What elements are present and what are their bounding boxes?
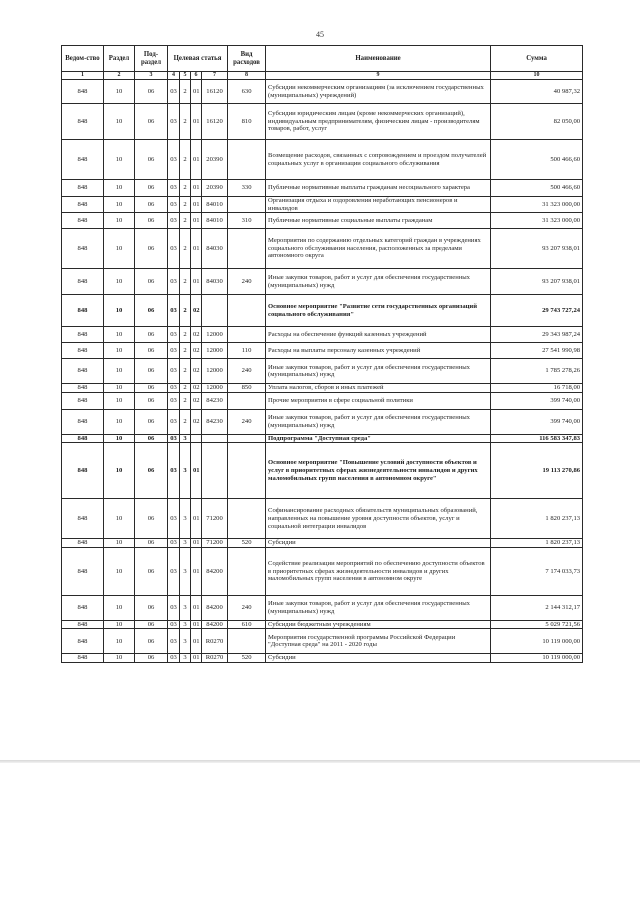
- cell-summa: 500 466,60: [491, 180, 583, 197]
- cell-vid-raskhodov: 520: [228, 539, 266, 548]
- cell-vedomstvo: 848: [62, 327, 104, 343]
- cell-naimenovanie: Субсидии: [266, 654, 491, 663]
- table-row: [62, 140, 583, 180]
- cell-target-3: 01: [191, 269, 202, 295]
- cell-naimenovanie: Содействие реализации мероприятий по обеспечению доступности объектов в приоритетных сферах жизнедеятельности инвалидов и других маломобильных групп населения в автономном округе: [266, 547, 491, 595]
- cell-target-1: 03: [168, 229, 180, 269]
- cell-target-1: 03: [168, 434, 180, 443]
- cell-target-1: 03: [168, 359, 180, 384]
- cell-vedomstvo: 848: [62, 434, 104, 443]
- cell-summa: 5 029 721,56: [491, 620, 583, 629]
- cell-vid-raskhodov: 630: [228, 80, 266, 104]
- cell-naimenovanie: Субсидии бюджетным учреждениям: [266, 620, 491, 629]
- cell-target-2: 2: [180, 392, 191, 409]
- cell-podrazdel: 06: [135, 295, 168, 327]
- cell-vedomstvo: 848: [62, 384, 104, 393]
- cell-podrazdel: 06: [135, 327, 168, 343]
- cell-target-3: 01: [191, 80, 202, 104]
- header-number: 8: [228, 72, 266, 80]
- cell-naimenovanie: Расходы на выплаты персоналу казенных учреждений: [266, 343, 491, 359]
- cell-naimenovanie: Публичные нормативные выплаты гражданам несоциального характера: [266, 180, 491, 197]
- cell-vedomstvo: 848: [62, 547, 104, 595]
- cell-target-4: 84010: [202, 197, 228, 213]
- header-podrazdel: Под-раздел: [135, 46, 168, 72]
- budget-table: [61, 45, 583, 663]
- cell-summa: 16 718,00: [491, 384, 583, 393]
- header-number: 6: [191, 72, 202, 80]
- cell-podrazdel: 06: [135, 80, 168, 104]
- cell-target-1: 03: [168, 197, 180, 213]
- cell-target-3: 02: [191, 409, 202, 434]
- cell-target-3: 01: [191, 547, 202, 595]
- cell-summa: 10 119 000,00: [491, 629, 583, 654]
- cell-summa: 1 820 237,13: [491, 499, 583, 539]
- cell-target-2: 3: [180, 629, 191, 654]
- cell-target-2: 2: [180, 359, 191, 384]
- cell-summa: 31 323 000,00: [491, 197, 583, 213]
- cell-vid-raskhodov: 810: [228, 104, 266, 140]
- cell-target-1: 03: [168, 213, 180, 229]
- cell-target-4: [202, 295, 228, 327]
- cell-vid-raskhodov: [228, 629, 266, 654]
- cell-target-2: 3: [180, 654, 191, 663]
- cell-naimenovanie: Субсидии некоммерческим организациям (за исключением государственных (муниципальных) учреждений): [266, 80, 491, 104]
- header-celevaya-statya: Целевая статья: [168, 46, 228, 72]
- cell-vedomstvo: 848: [62, 269, 104, 295]
- table-row: [62, 343, 583, 359]
- table-row: [62, 595, 583, 620]
- table-row: [62, 80, 583, 104]
- cell-razdel: 10: [104, 295, 135, 327]
- cell-target-1: 03: [168, 295, 180, 327]
- cell-target-4: 12000: [202, 359, 228, 384]
- cell-vedomstvo: 848: [62, 213, 104, 229]
- cell-vid-raskhodov: 110: [228, 343, 266, 359]
- cell-razdel: 10: [104, 392, 135, 409]
- cell-summa: 2 144 312,17: [491, 595, 583, 620]
- cell-naimenovanie: Расходы на обеспечение функций казенных учреждений: [266, 327, 491, 343]
- cell-summa: 27 541 990,98: [491, 343, 583, 359]
- cell-target-4: 12000: [202, 327, 228, 343]
- cell-target-1: 03: [168, 180, 180, 197]
- cell-razdel: 10: [104, 343, 135, 359]
- cell-target-2: 2: [180, 295, 191, 327]
- cell-summa: 29 343 987,24: [491, 327, 583, 343]
- cell-target-4: 20390: [202, 180, 228, 197]
- cell-razdel: 10: [104, 104, 135, 140]
- cell-summa: 31 323 000,00: [491, 213, 583, 229]
- cell-vid-raskhodov: [228, 327, 266, 343]
- cell-target-1: 03: [168, 499, 180, 539]
- cell-razdel: 10: [104, 595, 135, 620]
- cell-razdel: 10: [104, 213, 135, 229]
- cell-razdel: 10: [104, 180, 135, 197]
- header-number: 2: [104, 72, 135, 80]
- cell-target-2: 2: [180, 229, 191, 269]
- cell-vid-raskhodov: [228, 229, 266, 269]
- header-number: 5: [180, 72, 191, 80]
- cell-target-4: 16120: [202, 104, 228, 140]
- cell-razdel: 10: [104, 269, 135, 295]
- cell-target-2: 3: [180, 620, 191, 629]
- cell-vid-raskhodov: [228, 392, 266, 409]
- cell-target-2: 2: [180, 213, 191, 229]
- cell-target-4: 71200: [202, 499, 228, 539]
- table-body: [62, 80, 583, 663]
- cell-target-3: 01: [191, 654, 202, 663]
- cell-target-1: 03: [168, 80, 180, 104]
- cell-target-4: [202, 434, 228, 443]
- cell-target-4: [202, 443, 228, 499]
- cell-vid-raskhodov: [228, 499, 266, 539]
- cell-naimenovanie: Подпрограмма "Доступная среда": [266, 434, 491, 443]
- cell-target-1: 03: [168, 620, 180, 629]
- table-row: [62, 620, 583, 629]
- cell-target-3: 01: [191, 180, 202, 197]
- cell-naimenovanie: Прочие мероприятия в сфере социальной политики: [266, 392, 491, 409]
- cell-vid-raskhodov: [228, 140, 266, 180]
- cell-target-3: 01: [191, 104, 202, 140]
- cell-naimenovanie: Возмещение расходов, связанных с сопровождением и проездом получателей социальных услуг в организации социального обслуживания: [266, 140, 491, 180]
- cell-naimenovanie: Уплата налогов, сборов и иных платежей: [266, 384, 491, 393]
- cell-razdel: 10: [104, 197, 135, 213]
- cell-vid-raskhodov: 240: [228, 595, 266, 620]
- cell-target-3: 01: [191, 539, 202, 548]
- cell-vedomstvo: 848: [62, 197, 104, 213]
- cell-target-4: 16120: [202, 80, 228, 104]
- cell-vid-raskhodov: [228, 434, 266, 443]
- cell-target-1: 03: [168, 140, 180, 180]
- cell-summa: 116 583 347,83: [491, 434, 583, 443]
- table-row: [62, 539, 583, 548]
- table-row: [62, 295, 583, 327]
- cell-target-3: 01: [191, 197, 202, 213]
- cell-target-2: 2: [180, 197, 191, 213]
- cell-target-2: 2: [180, 104, 191, 140]
- cell-razdel: 10: [104, 547, 135, 595]
- cell-vedomstvo: 848: [62, 654, 104, 663]
- cell-razdel: 10: [104, 80, 135, 104]
- cell-target-1: 03: [168, 654, 180, 663]
- cell-vid-raskhodov: [228, 197, 266, 213]
- cell-podrazdel: 06: [135, 539, 168, 548]
- table-row: [62, 547, 583, 595]
- cell-podrazdel: 06: [135, 434, 168, 443]
- cell-target-1: 03: [168, 343, 180, 359]
- cell-target-2: 2: [180, 343, 191, 359]
- cell-podrazdel: 06: [135, 409, 168, 434]
- cell-target-3: 02: [191, 343, 202, 359]
- cell-podrazdel: 06: [135, 595, 168, 620]
- cell-summa: 500 466,60: [491, 140, 583, 180]
- cell-target-1: 03: [168, 443, 180, 499]
- cell-naimenovanie: Софинансирование расходных обязательств муниципальных образований, направленных на повышение уровня доступности объектов, услуг и социальной интеграции инвалидов: [266, 499, 491, 539]
- cell-vid-raskhodov: 240: [228, 269, 266, 295]
- header-number: 10: [491, 72, 583, 80]
- header-number: 1: [62, 72, 104, 80]
- cell-target-2: 2: [180, 384, 191, 393]
- cell-target-4: 71200: [202, 539, 228, 548]
- cell-target-1: 03: [168, 104, 180, 140]
- cell-target-3: [191, 434, 202, 443]
- cell-vedomstvo: 848: [62, 229, 104, 269]
- header-vid-raskhodov: Вид расходов: [228, 46, 266, 72]
- page-number: 45: [316, 30, 324, 39]
- cell-vid-raskhodov: 240: [228, 359, 266, 384]
- cell-target-4: 84010: [202, 213, 228, 229]
- table-row: [62, 213, 583, 229]
- cell-razdel: 10: [104, 384, 135, 393]
- cell-summa: 1 820 237,13: [491, 539, 583, 548]
- header-number: 4: [168, 72, 180, 80]
- cell-target-2: 3: [180, 499, 191, 539]
- cell-target-2: 2: [180, 269, 191, 295]
- cell-target-3: 02: [191, 392, 202, 409]
- cell-vedomstvo: 848: [62, 409, 104, 434]
- cell-target-1: 03: [168, 409, 180, 434]
- cell-podrazdel: 06: [135, 443, 168, 499]
- cell-target-1: 03: [168, 269, 180, 295]
- header-vedomstvo: Ведом-ство: [62, 46, 104, 72]
- cell-target-2: 2: [180, 327, 191, 343]
- cell-target-4: 12000: [202, 384, 228, 393]
- cell-target-3: 01: [191, 443, 202, 499]
- cell-target-4: 84200: [202, 620, 228, 629]
- header-number: 3: [135, 72, 168, 80]
- cell-razdel: 10: [104, 229, 135, 269]
- table-row: [62, 269, 583, 295]
- table-row: [62, 654, 583, 663]
- cell-target-4: 84200: [202, 547, 228, 595]
- table-row: [62, 392, 583, 409]
- cell-target-4: 84230: [202, 392, 228, 409]
- cell-vid-raskhodov: 310: [228, 213, 266, 229]
- cell-summa: 399 740,00: [491, 392, 583, 409]
- cell-target-3: 02: [191, 384, 202, 393]
- cell-razdel: 10: [104, 499, 135, 539]
- cell-naimenovanie: Основное мероприятие "Развитие сети государственных организаций социального обслуживания": [266, 295, 491, 327]
- cell-target-3: 02: [191, 295, 202, 327]
- cell-razdel: 10: [104, 434, 135, 443]
- cell-target-3: 01: [191, 499, 202, 539]
- cell-vid-raskhodov: 240: [228, 409, 266, 434]
- cell-target-2: 2: [180, 180, 191, 197]
- cell-vedomstvo: 848: [62, 104, 104, 140]
- cell-target-1: 03: [168, 392, 180, 409]
- cell-razdel: 10: [104, 443, 135, 499]
- cell-podrazdel: 06: [135, 213, 168, 229]
- header-razdel: Раздел: [104, 46, 135, 72]
- cell-vedomstvo: 848: [62, 620, 104, 629]
- cell-target-4: 84030: [202, 229, 228, 269]
- cell-target-3: 02: [191, 327, 202, 343]
- cell-target-3: 01: [191, 595, 202, 620]
- cell-naimenovanie: Иные закупки товаров, работ и услуг для обеспечения государственных (муниципальных) нужд: [266, 409, 491, 434]
- cell-razdel: 10: [104, 359, 135, 384]
- cell-target-2: 3: [180, 595, 191, 620]
- cell-podrazdel: 06: [135, 140, 168, 180]
- cell-podrazdel: 06: [135, 343, 168, 359]
- cell-vedomstvo: 848: [62, 140, 104, 180]
- cell-naimenovanie: Иные закупки товаров, работ и услуг для обеспечения государственных (муниципальных) нужд: [266, 595, 491, 620]
- cell-podrazdel: 06: [135, 384, 168, 393]
- cell-vedomstvo: 848: [62, 499, 104, 539]
- cell-target-4: R0270: [202, 629, 228, 654]
- cell-summa: 82 050,00: [491, 104, 583, 140]
- cell-podrazdel: 06: [135, 392, 168, 409]
- cell-podrazdel: 06: [135, 359, 168, 384]
- cell-summa: 1 785 278,26: [491, 359, 583, 384]
- cell-summa: 93 207 938,01: [491, 269, 583, 295]
- cell-naimenovanie: Основное мероприятие "Повышение условий доступности объектов и услуг в приоритетных сферах жизнедеятельности инвалидов и других маломобильных групп населения в автономном округе": [266, 443, 491, 499]
- cell-target-4: 84030: [202, 269, 228, 295]
- header-number: 7: [202, 72, 228, 80]
- cell-podrazdel: 06: [135, 654, 168, 663]
- table-row: [62, 197, 583, 213]
- cell-vid-raskhodov: 520: [228, 654, 266, 663]
- cell-vedomstvo: 848: [62, 180, 104, 197]
- cell-summa: 93 207 938,01: [491, 229, 583, 269]
- table-row: [62, 443, 583, 499]
- cell-naimenovanie: Организация отдыха и оздоровления неработающих пенсионеров и инвалидов: [266, 197, 491, 213]
- cell-vedomstvo: 848: [62, 359, 104, 384]
- cell-vid-raskhodov: [228, 547, 266, 595]
- cell-target-4: 84200: [202, 595, 228, 620]
- cell-podrazdel: 06: [135, 104, 168, 140]
- cell-podrazdel: 06: [135, 197, 168, 213]
- cell-naimenovanie: Публичные нормативные социальные выплаты гражданам: [266, 213, 491, 229]
- cell-vedomstvo: 848: [62, 539, 104, 548]
- cell-target-2: 3: [180, 434, 191, 443]
- cell-naimenovanie: Субсидии юридическим лицам (кроме некоммерческих организаций), индивидуальным предпринимателям, физическим лицам - производителям товаров, работ, услуг: [266, 104, 491, 140]
- cell-razdel: 10: [104, 409, 135, 434]
- cell-target-2: 2: [180, 80, 191, 104]
- cell-vedomstvo: 848: [62, 629, 104, 654]
- cell-summa: 19 113 270,86: [491, 443, 583, 499]
- cell-vid-raskhodov: [228, 295, 266, 327]
- cell-target-4: 20390: [202, 140, 228, 180]
- cell-target-2: 2: [180, 409, 191, 434]
- cell-target-1: 03: [168, 327, 180, 343]
- cell-vedomstvo: 848: [62, 595, 104, 620]
- cell-target-3: 02: [191, 359, 202, 384]
- cell-naimenovanie: Мероприятия государственной программы Российской Федерации "Доступная среда" на 2011 - 2020 годы: [266, 629, 491, 654]
- header-naimenovanie: Наименование: [266, 46, 491, 72]
- cell-naimenovanie: Иные закупки товаров, работ и услуг для обеспечения государственных (муниципальных) нужд: [266, 359, 491, 384]
- cell-razdel: 10: [104, 327, 135, 343]
- cell-target-1: 03: [168, 595, 180, 620]
- cell-vid-raskhodov: 850: [228, 384, 266, 393]
- cell-podrazdel: 06: [135, 629, 168, 654]
- header-number: 9: [266, 72, 491, 80]
- cell-summa: 7 174 033,73: [491, 547, 583, 595]
- table-header-numbers-row: [62, 72, 583, 80]
- cell-vedomstvo: 848: [62, 443, 104, 499]
- cell-podrazdel: 06: [135, 229, 168, 269]
- cell-vid-raskhodov: 610: [228, 620, 266, 629]
- cell-vedomstvo: 848: [62, 343, 104, 359]
- cell-target-2: 2: [180, 140, 191, 180]
- cell-target-1: 03: [168, 384, 180, 393]
- cell-naimenovanie: Мероприятия по содержанию отдельных категорий граждан в учреждениях социального обслуживания населения, расположенных за пределами автономного округа: [266, 229, 491, 269]
- cell-summa: 40 987,32: [491, 80, 583, 104]
- cell-target-4: 84230: [202, 409, 228, 434]
- table-row: [62, 434, 583, 443]
- cell-podrazdel: 06: [135, 180, 168, 197]
- blank-margin: [0, 763, 640, 905]
- table-row: [62, 409, 583, 434]
- cell-razdel: 10: [104, 620, 135, 629]
- table-row: [62, 499, 583, 539]
- cell-target-2: 3: [180, 539, 191, 548]
- table-row: [62, 229, 583, 269]
- cell-vedomstvo: 848: [62, 295, 104, 327]
- header-summa: Сумма: [491, 46, 583, 72]
- table-row: [62, 384, 583, 393]
- cell-razdel: 10: [104, 629, 135, 654]
- cell-razdel: 10: [104, 654, 135, 663]
- cell-summa: 10 119 000,00: [491, 654, 583, 663]
- cell-summa: 29 743 727,24: [491, 295, 583, 327]
- cell-target-3: 01: [191, 140, 202, 180]
- cell-vid-raskhodov: [228, 443, 266, 499]
- table-row: [62, 327, 583, 343]
- cell-target-4: 12000: [202, 343, 228, 359]
- cell-target-2: 3: [180, 443, 191, 499]
- cell-summa: 399 740,00: [491, 409, 583, 434]
- cell-target-1: 03: [168, 629, 180, 654]
- cell-vid-raskhodov: 330: [228, 180, 266, 197]
- cell-podrazdel: 06: [135, 269, 168, 295]
- cell-razdel: 10: [104, 539, 135, 548]
- cell-podrazdel: 06: [135, 620, 168, 629]
- cell-target-3: 01: [191, 229, 202, 269]
- cell-target-3: 01: [191, 629, 202, 654]
- table-row: [62, 180, 583, 197]
- table-row: [62, 104, 583, 140]
- cell-target-3: 01: [191, 620, 202, 629]
- table-row: [62, 629, 583, 654]
- table-header-row: [62, 46, 583, 72]
- cell-razdel: 10: [104, 140, 135, 180]
- cell-podrazdel: 06: [135, 547, 168, 595]
- cell-podrazdel: 06: [135, 499, 168, 539]
- table-row: [62, 359, 583, 384]
- cell-target-1: 03: [168, 547, 180, 595]
- cell-target-1: 03: [168, 539, 180, 548]
- cell-vedomstvo: 848: [62, 80, 104, 104]
- cell-vedomstvo: 848: [62, 392, 104, 409]
- cell-target-4: R0270: [202, 654, 228, 663]
- cell-target-3: 01: [191, 213, 202, 229]
- cell-naimenovanie: Субсидии: [266, 539, 491, 548]
- cell-naimenovanie: Иные закупки товаров, работ и услуг для обеспечения государственных (муниципальных) нужд: [266, 269, 491, 295]
- cell-target-2: 3: [180, 547, 191, 595]
